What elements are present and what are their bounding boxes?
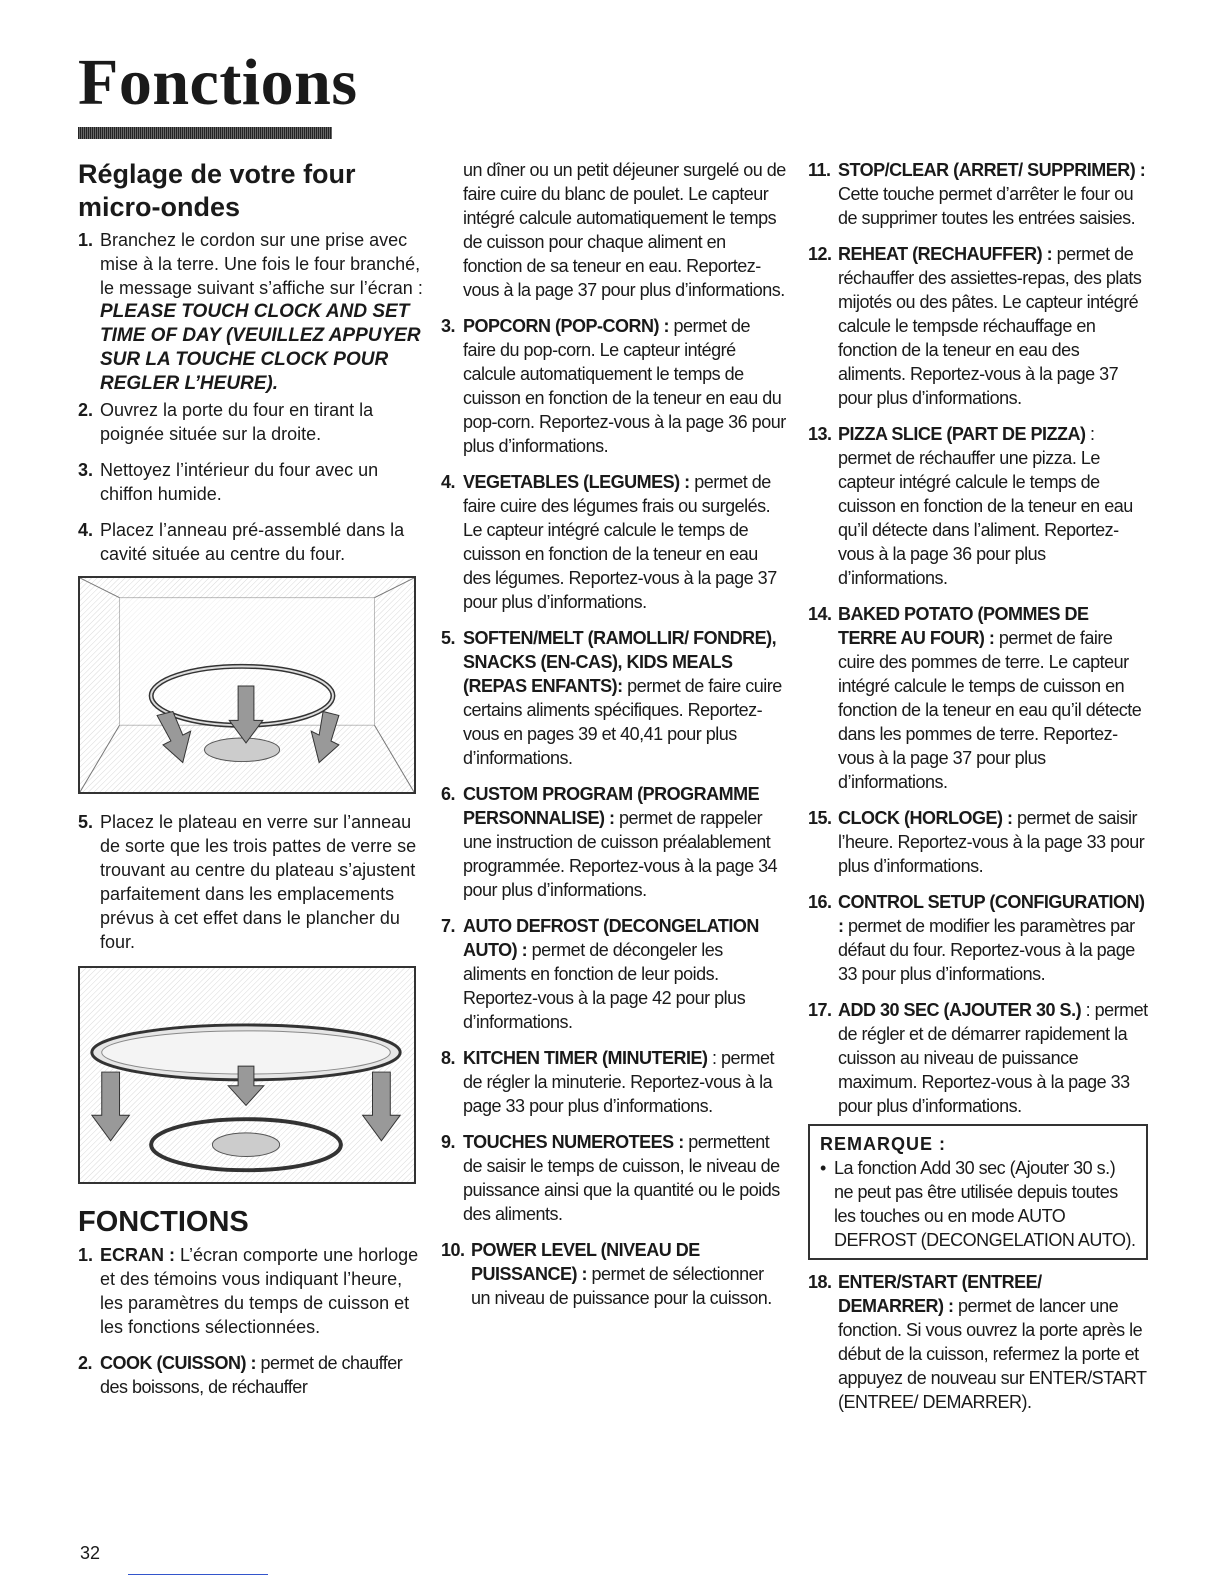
- function-item-continued: [441, 158, 786, 302]
- function-label: ENTER/START (ENTREE/ DEMARRER) :: [838, 1272, 1042, 1316]
- function-text: permet de modifier les paramètres par défaut du four. Reportez-vous à la page 33 pour plus d’informations.: [838, 916, 1135, 984]
- function-number: 12.: [808, 244, 832, 264]
- function-label: ADD 30 SEC (AJOUTER 30 S.): [838, 1000, 1082, 1020]
- function-item: [808, 806, 1148, 878]
- function-item: [441, 914, 786, 1034]
- note-box: [808, 1124, 1148, 1260]
- function-text: Cette touche permet d’arrêter le four ou de supprimer toutes les entrées saisies.: [838, 184, 1136, 228]
- function-item: [441, 470, 786, 614]
- function-text: permet de sélectionner un niveau de puissance pour la cuisson.: [471, 1264, 772, 1308]
- function-number: 4.: [441, 472, 456, 492]
- function-item: [808, 1270, 1148, 1414]
- function-number: 9.: [441, 1132, 456, 1152]
- function-item: [808, 602, 1148, 794]
- setup-step: [78, 458, 423, 506]
- function-number: 14.: [808, 604, 832, 624]
- function-number: 2.: [78, 1353, 93, 1373]
- step-number: 1.: [78, 230, 94, 250]
- step-number: 5.: [78, 812, 94, 832]
- function-item: [441, 782, 786, 902]
- setup-heading: Réglage de votre four micro-ondes: [78, 159, 356, 222]
- function-text: permet de faire cuire des légumes frais ou surgelés. Le capteur intégré calcule le temps de cuisson en fonction de la teneur en eau des légumes. Reportez-vous à la page 37 pour plus d’informations.: [463, 472, 777, 612]
- function-label: SOFTEN/MELT (RAMOLLIR/ FONDRE), SNACKS (EN-CAS), KIDS MEALS (REPAS ENFANTS):: [463, 628, 777, 696]
- function-text: permet de faire cuire certains aliments spécifiques. Reportez-vous en pages 39 et 40,41 pour plus d’informations.: [463, 676, 782, 768]
- step-number: 4.: [78, 520, 94, 540]
- function-text: permet de faire du pop-corn. Le capteur intégré calcule automatiquement le temps de cuisson en fonction de la teneur en eau du pop-corn. Reportez-vous à la page 36 pour plus d’informations.: [463, 316, 786, 456]
- setup-step: [78, 398, 423, 446]
- page-number: 32: [80, 1543, 101, 1563]
- function-text: : permet de régler la minuterie. Reportez-vous à la page 33 pour plus d’informations.: [463, 1048, 775, 1116]
- function-number: 8.: [441, 1048, 456, 1068]
- function-label: AUTO DEFROST (DECONGELATION AUTO) :: [463, 916, 759, 960]
- function-number: 18.: [808, 1272, 832, 1292]
- function-label: REHEAT (RECHAUFFER) :: [838, 244, 1053, 264]
- function-text: permet de rappeler une instruction de cuisson préalablement programmée. Reportez-vous à la page 34 pour plus d’informations.: [463, 808, 778, 900]
- function-text: permet de chauffer des boissons, de réchauffer: [100, 1353, 403, 1397]
- function-number: 13.: [808, 424, 832, 444]
- setup-step: [78, 518, 423, 566]
- function-label: PIZZA SLICE (PART DE PIZZA): [838, 424, 1086, 444]
- function-number: 6.: [441, 784, 456, 804]
- column-2: [441, 158, 786, 1322]
- functions-heading: FONCTIONS: [78, 1206, 249, 1238]
- function-text: permet de lancer une fonction. Si vous ouvrez la porte après le début de la cuisson, refermez la porte et appuyez de nouveau sur ENTER/START (ENTREE/ DEMARRER).: [838, 1296, 1147, 1412]
- setup-step: [78, 810, 423, 954]
- step-text: Nettoyez l’intérieur du four avec un chiffon humide.: [100, 460, 379, 504]
- glass-tray-illustration: [78, 966, 416, 1184]
- column-3: [808, 158, 1148, 1426]
- function-number: 5.: [441, 628, 456, 648]
- function-text: L’écran comporte une horloge et des témoins vous indiquant l’heure, les paramètres du temps de cuisson et les fonctions sélectionnées.: [100, 1245, 419, 1337]
- function-label: CLOCK (HORLOGE) :: [838, 808, 1013, 828]
- function-item: [808, 422, 1148, 590]
- function-item: [441, 1130, 786, 1226]
- function-item: [441, 314, 786, 458]
- function-item: [78, 1351, 423, 1399]
- oven-cavity-ring-drawing: [80, 578, 414, 792]
- function-item: [808, 242, 1148, 410]
- function-number: 11.: [808, 160, 831, 180]
- function-label: CUSTOM PROGRAM (PROGRAMME PERSONNALISE) :: [463, 784, 760, 828]
- function-number: 15.: [808, 808, 832, 828]
- function-text: un dîner ou un petit déjeuner surgelé ou de faire cuire du blanc de poulet. Le capteur intégré calcule automatiquement le temps de cuisson pour chaque aliment en fonction de sa teneur en eau. Reportez-vous à la page 37 pour plus d’informations.: [463, 160, 786, 300]
- function-text: : permet de régler et de démarrer rapidement la cuisson au niveau de puissance maximum. Reportez-vous à la page 33 pour plus d’informations.: [838, 1000, 1148, 1116]
- step-text: Placez l’anneau pré-assemblé dans la cavité située au centre du four.: [100, 520, 405, 564]
- function-label: TOUCHES NUMEROTEES :: [463, 1132, 684, 1152]
- function-label: CONTROL SETUP (CONFIGURATION) :: [838, 892, 1145, 936]
- function-label: COOK (CUISSON) :: [100, 1353, 256, 1373]
- function-text: permettent de saisir le temps de cuisson, le niveau de puissance ainsi que la quantité ou le poids des aliments.: [463, 1132, 780, 1224]
- footer-line: [128, 1574, 268, 1575]
- function-number: 1.: [78, 1245, 94, 1265]
- function-text: permet de saisir l’heure. Reportez-vous à la page 33 pour plus d’informations.: [838, 808, 1145, 876]
- function-number: 7.: [441, 916, 456, 936]
- function-item: [441, 1046, 786, 1118]
- note-title: REMARQUE :: [820, 1134, 946, 1154]
- roller-ring-illustration: [78, 576, 416, 794]
- step-number: 2.: [78, 400, 94, 420]
- function-label: STOP/CLEAR (ARRET/ SUPPRIMER) :: [838, 160, 1146, 180]
- function-item: [441, 626, 786, 770]
- step-text: Ouvrez la porte du four en tirant la poignée située sur la droite.: [100, 400, 374, 444]
- page-title: Fonctions: [78, 46, 358, 119]
- function-label: POWER LEVEL (NIVEAU DE PUISSANCE) :: [471, 1240, 700, 1284]
- function-number: 3.: [441, 316, 456, 336]
- setup-step: [78, 228, 423, 396]
- function-item: [808, 890, 1148, 986]
- function-item: [441, 1238, 786, 1310]
- function-text: permet de décongeler les aliments en fonction de leur poids. Reportez-vous à la page 42 pour plus d’informations.: [463, 940, 746, 1032]
- function-number: 17.: [808, 1000, 832, 1020]
- note-text: • La fonction Add 30 sec (Ajouter 30 s.) ne peut pas être utilisée depuis toutes les touches ou en mode AUTO DEFROST (DECONGELATION AUTO).: [820, 1156, 1136, 1252]
- function-label: KITCHEN TIMER (MINUTERIE): [463, 1048, 708, 1068]
- function-item: [808, 998, 1148, 1118]
- function-item: [808, 158, 1148, 230]
- function-number: 10.: [441, 1240, 465, 1260]
- function-label: BAKED POTATO (POMMES DE TERRE AU FOUR) :: [838, 604, 1089, 648]
- function-label: POPCORN (POP-CORN) :: [463, 316, 669, 336]
- function-text: permet de faire cuire des pommes de terre. Le capteur intégré calcule le temps de cuisson en fonction de la teneur en eau qu’il détecte dans les pommes de terre. Reportez-vous à la page 37 pour plus d’informations.: [838, 628, 1142, 792]
- display-message: PLEASE TOUCH CLOCK AND SET TIME OF DAY (VEUILLEZ APPUYER SUR LA TOUCHE CLOCK POUR REGLER L’HEURE).: [100, 301, 421, 394]
- function-text: : permet de réchauffer une pizza. Le capteur intégré calcule le temps de cuisson en fonction de la teneur en eau qu’il détecte dans l’aliment. Reportez-vous à la page 36 pour plus d’informations.: [838, 424, 1133, 588]
- function-number: 16.: [808, 892, 832, 912]
- function-item: [78, 1243, 423, 1339]
- function-label: VEGETABLES (LEGUMES) :: [463, 472, 690, 492]
- column-1: [78, 158, 423, 1401]
- function-text: permet de réchauffer des assiettes-repas, des plats mijotés ou des pâtes. Le capteur intégré calcule le tempsde réchauffage en fonction de la teneur en eau des aliments. Reportez-vous à la page 37 pour plus d’informations.: [838, 244, 1142, 408]
- function-label: ECRAN :: [100, 1245, 175, 1265]
- title-rule: [78, 127, 332, 139]
- step-number: 3.: [78, 460, 94, 480]
- glass-tray-drawing: [80, 968, 414, 1182]
- step-text: Placez le plateau en verre sur l’anneau de sorte que les trois pattes de verre se trouvant au centre du plateau s’ajustent parfaitement dans les emplacements prévus à cet effet dans le plancher du four.: [100, 812, 417, 952]
- step-text: Branchez le cordon sur une prise avec mise à la terre. Une fois le four branché, le message suivant s’affiche sur l’écran :: [100, 230, 423, 298]
